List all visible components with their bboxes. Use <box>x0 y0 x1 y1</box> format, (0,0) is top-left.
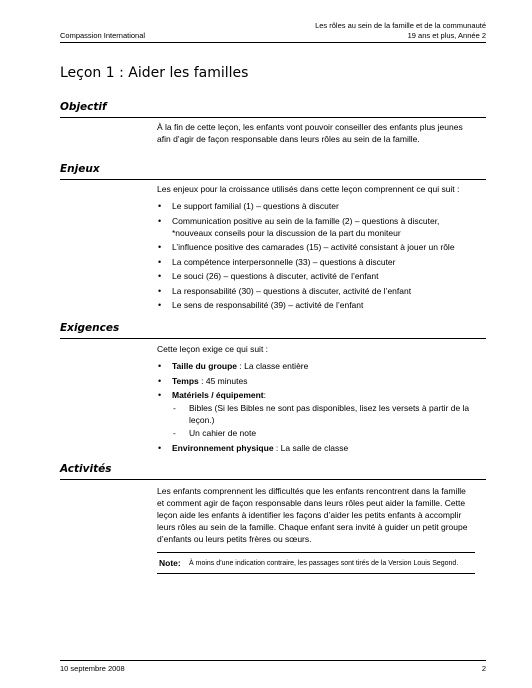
header-course-info <box>315 21 486 41</box>
section-heading-enjeux: Enjeux <box>60 163 100 175</box>
header-divider <box>60 42 486 43</box>
materials-label: Matériels / équipement <box>172 390 264 400</box>
list-item <box>157 442 475 454</box>
materials-list <box>172 402 475 439</box>
lesson-title: Leçon 1 : Aider les familles <box>60 65 249 81</box>
footer-divider <box>60 660 486 661</box>
list-item: - Un cahier de note <box>172 427 475 439</box>
note-box <box>157 552 475 574</box>
list-item: • La responsabilité (30) – questions à discuter, activité de l’enfant <box>157 285 475 297</box>
list-item: • Le support familial (1) – questions à discuter <box>157 200 475 212</box>
section-heading-exigences: Exigences <box>60 322 120 334</box>
page-number: 2 <box>481 664 486 673</box>
header-org: Compassion International <box>60 31 146 40</box>
note-label: Note: <box>159 558 181 568</box>
list-item <box>157 375 475 387</box>
list-item <box>157 360 475 372</box>
section-divider-objectif <box>60 117 486 118</box>
footer-date: 10 septembre 2008 <box>60 664 125 673</box>
section-heading-objectif: Objectif <box>60 101 107 113</box>
exigences-list <box>157 360 475 454</box>
environment-value: : La salle de classe <box>273 442 349 453</box>
header-course-title: Les rôles au sein de la famille et de la communauté <box>315 21 486 30</box>
list-item: • Communication positive au sein de la famille (2) – questions à discuter, *nouveaux conseils pour la discussion de la part du moniteur <box>157 215 475 239</box>
time-label: Temps <box>172 375 199 386</box>
enjeux-list <box>157 200 475 311</box>
exigences-intro: Cette leçon exige ce qui suit : <box>157 344 269 354</box>
materials-value: : <box>263 390 267 400</box>
section-divider-enjeux <box>60 179 486 180</box>
enjeux-intro: Les enjeux pour la croissance utilisés dans cette leçon comprennent ce qui suit : <box>157 184 460 194</box>
group-size-value: : La classe entière <box>237 361 309 371</box>
list-item: • L’influence positive des camarades (15) – activité consistant à jouer un rôle <box>157 241 475 253</box>
list-item: • Le souci (26) – questions à discuter, activité de l’enfant <box>157 270 475 282</box>
section-divider-exigences <box>60 338 486 339</box>
list-item: • La compétence interpersonnelle (33) – questions à discuter <box>157 256 475 268</box>
enjeux-body <box>157 183 475 314</box>
note-text: À moins d’une indication contraire, les passages sont tirés de la Version Louis Segond. <box>189 559 459 567</box>
group-size-label: Taille du groupe <box>172 361 238 371</box>
list-item <box>157 389 475 439</box>
header-level: 19 ans et plus, Année 2 <box>407 31 486 40</box>
exigences-body <box>157 343 475 456</box>
list-item: - Bibles (Si les Bibles ne sont pas disponibles, lisez les versets à partir de la leçon.) <box>172 402 475 426</box>
section-heading-activites: Activités <box>60 463 112 475</box>
activites-text: Les enfants comprennent les difficultés que les enfants rencontrent dans la famille et comment agir de façon responsable dans leurs rôles peut aider la famille. Cette leçon aide les enfants à identifier les façons d’aider les petits enfants à accomplir leurs rôles au sein de la famille. Chaque enfant sera invité à guider un petit groupe d’enfants ou leurs petits frères ou sœurs. <box>157 486 468 544</box>
section-divider-activites <box>60 479 486 480</box>
environment-label: Environnement physique <box>172 442 274 453</box>
objectif-text: À la fin de cette leçon, les enfants vont pouvoir conseiller des enfants plus jeunes afin d’agir de façon responsable dans leurs rôles au sein de la famille. <box>157 122 463 144</box>
time-value: : 45 minutes <box>198 375 248 386</box>
list-item: • Le sens de responsabilité (39) – activité de l’enfant <box>157 299 475 311</box>
